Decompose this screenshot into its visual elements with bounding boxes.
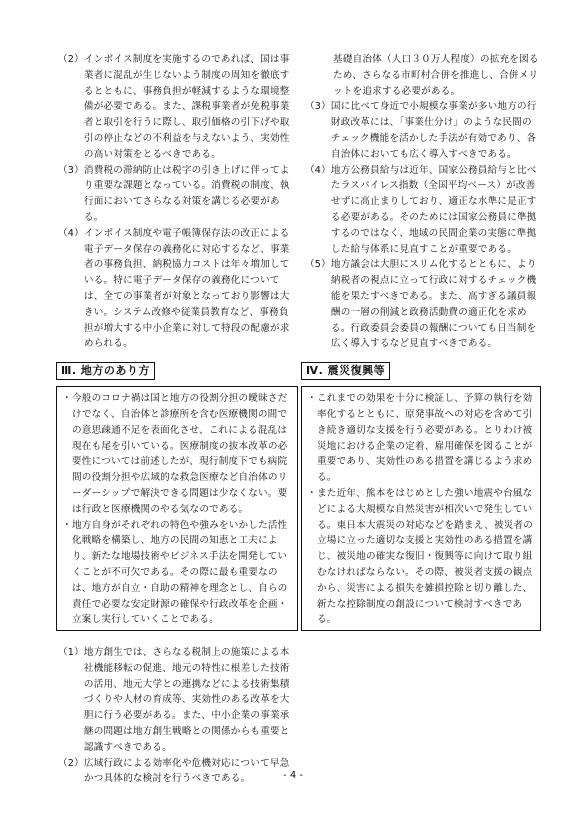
bullet-text: また近年、熊本をはじめとした強い地震や台風などによる大規模な自然災害が相次いで発生している。東日本大震災の対応などを踏まえ、被災者の立場に立った適切な支援と実効性のある措置を講じ、被災地の確実な復旧・復興等に向けて取り組むなければならない。その際、被災者支援の観点から、災害による損失を雑損控除と切り離した、新たな控除制度の創設について検討すべきである。 xyxy=(317,487,534,626)
section-heading-disaster-recovery: Ⅳ. 震災復興等 xyxy=(301,362,390,380)
bullet-dot: ・ xyxy=(307,393,317,405)
right-item-3 xyxy=(301,99,541,162)
item-number: （1） xyxy=(58,647,84,659)
bullet-dot: ・ xyxy=(62,519,72,531)
item-text: 地方公務員給与は近年、国家公務員給与と比べたラスパイレス指数（全国平均ベース）が改善せずに高止まりしており、適正な水準に是正する必要がある。そのためには国家公務員に準拠するのではなく、地域の民間企業の実態に準拠した給与体系に見直すことが重要である。 xyxy=(330,164,537,255)
right-item-5 xyxy=(301,257,541,352)
bullet-item xyxy=(62,391,292,517)
bullet-item xyxy=(307,486,535,628)
right-item-continued xyxy=(301,52,541,99)
item-number: （5） xyxy=(305,259,331,271)
item-text: 基礎自治体（人口３０万人程度）の拡充を図るため、さらなる市町村合併を推進し、合併メリットを追求する必要がある。 xyxy=(333,54,539,97)
left-item-4 xyxy=(56,226,298,352)
item-text: 地方議会は大胆にスリム化するとともに、より納税者の視点に立って行政に対するチェック機能を果たすべきである。また、高すぎる議員報酬の一層の削減と政務活動費の適正化を求める。行政委員会委員の報酬についても日当制を広く導入するなど見直すべきである。 xyxy=(330,259,537,350)
item-number: （2） xyxy=(58,54,84,65)
left-item-3 xyxy=(56,163,298,226)
item-text: 広域行政による効率化や危機対応について早急かつ具体的な検討を行うべきである。 xyxy=(83,757,290,785)
item-text: 消費税の滞納防止は税字の引き上げに伴ってより重要な課題となっている。消費税の制度、執行面においてさらなる対策を講じる必要がある。 xyxy=(83,164,290,223)
left-item-2 xyxy=(56,52,298,163)
disaster-recovery-summary-box xyxy=(301,386,541,631)
item-text: インボイス制度や電子帳簿保存法の改正による電子データ保存の義務化に対応するなど、事業者の事務負担、納税協力コストは年々増加している。特に電子データ保存の義務化については、全ての事業者が対象となっており影響は大きい。システム改修や従業員教育など、事務負担が増大する中小企業に対して特段の配慮が求められる。 xyxy=(83,227,290,350)
item-number xyxy=(301,52,333,99)
section-heading-local-government: Ⅲ. 地方のあり方 xyxy=(56,362,155,380)
item-number: （2） xyxy=(58,757,84,769)
item-number: （3） xyxy=(305,101,331,113)
item-text: 国に比べて身近で小規模な事業が多い地方の行財政改革には、「事業仕分け」のような民間のチェック機能を活かした手法が有効であり、各自治体においても広く導入すべきである。 xyxy=(330,101,537,160)
bullet-item xyxy=(307,391,535,486)
left-item-1 xyxy=(56,645,298,756)
item-number: （4） xyxy=(58,227,84,239)
item-text: 地方創生では、さらなる税制上の施策による本社機能移転の促進、地元の特性に根差した技術の活用、地元大学との連携などによる技術集積づくりや人材の育成等、実効性のある改革を大胆に行う必要がある。また、中小企業の事業承継の問題は地方創生戦略との関係からも重要と認識すべきである。 xyxy=(83,647,290,753)
bullet-text: 今般のコロナ禍は国と地方の役割分担の曖昧さだけでなく、自治体と診療所を含む医療機関の間での意思疎通不足を表面化させ、これによる混乱は現在も尾を引いている。医療制度の抜本改革の必要性については前述したが、現行制度下でも病院間の役割分担や広域的な救急医療など自治体のリーダーシップで解決できる問題は少なくない。要は行政と医療機関のやる気なのである。 xyxy=(72,393,288,515)
local-government-summary-box xyxy=(56,386,298,631)
bullet-dot: ・ xyxy=(307,487,317,499)
bullet-text: これまでの効果を十分に検証し、予算の執行を効率化するとともに、原発事故への対応を含めて引き続き適切な支援を行う必要がある。とりわけ被災地における企業の定着、雇用確保を図ることが重要であり、実効性のある措置を講じるよう求める。 xyxy=(317,393,533,484)
bullet-text: 地方自身がそれぞれの特色や強みをいかした活性化戦略を構築し、地方の民間の知恵と工夫により、新たな地場技術やビジネス手法を開発していくことが不可欠である。その際に最も重要なのは、地方が自立・自助の精神を理念とし、自らの責任で必要な安定財源の確保や行政改革を企画・立案し実行していくことである。 xyxy=(72,519,288,626)
item-text: インボイス制度を実施するのであれば、国は事業者に混乱が生じないよう制度の周知を徹底するとともに、事務負担が軽減するような環境整備が必要である。また、課税事業者が免税事業者と取引を行うに際し、取引価格の引下げや取引の停止などの不利益を与えないよう、実効性の高い対策をとるべきである。 xyxy=(83,54,290,160)
right-column xyxy=(301,52,541,645)
bullet-dot: ・ xyxy=(62,393,72,405)
page-number: - 4 - xyxy=(283,770,303,781)
item-number: （4） xyxy=(305,164,331,176)
left-column xyxy=(56,52,298,787)
bullet-item xyxy=(62,518,292,629)
item-number: （3） xyxy=(58,164,84,176)
right-item-4 xyxy=(301,163,541,258)
